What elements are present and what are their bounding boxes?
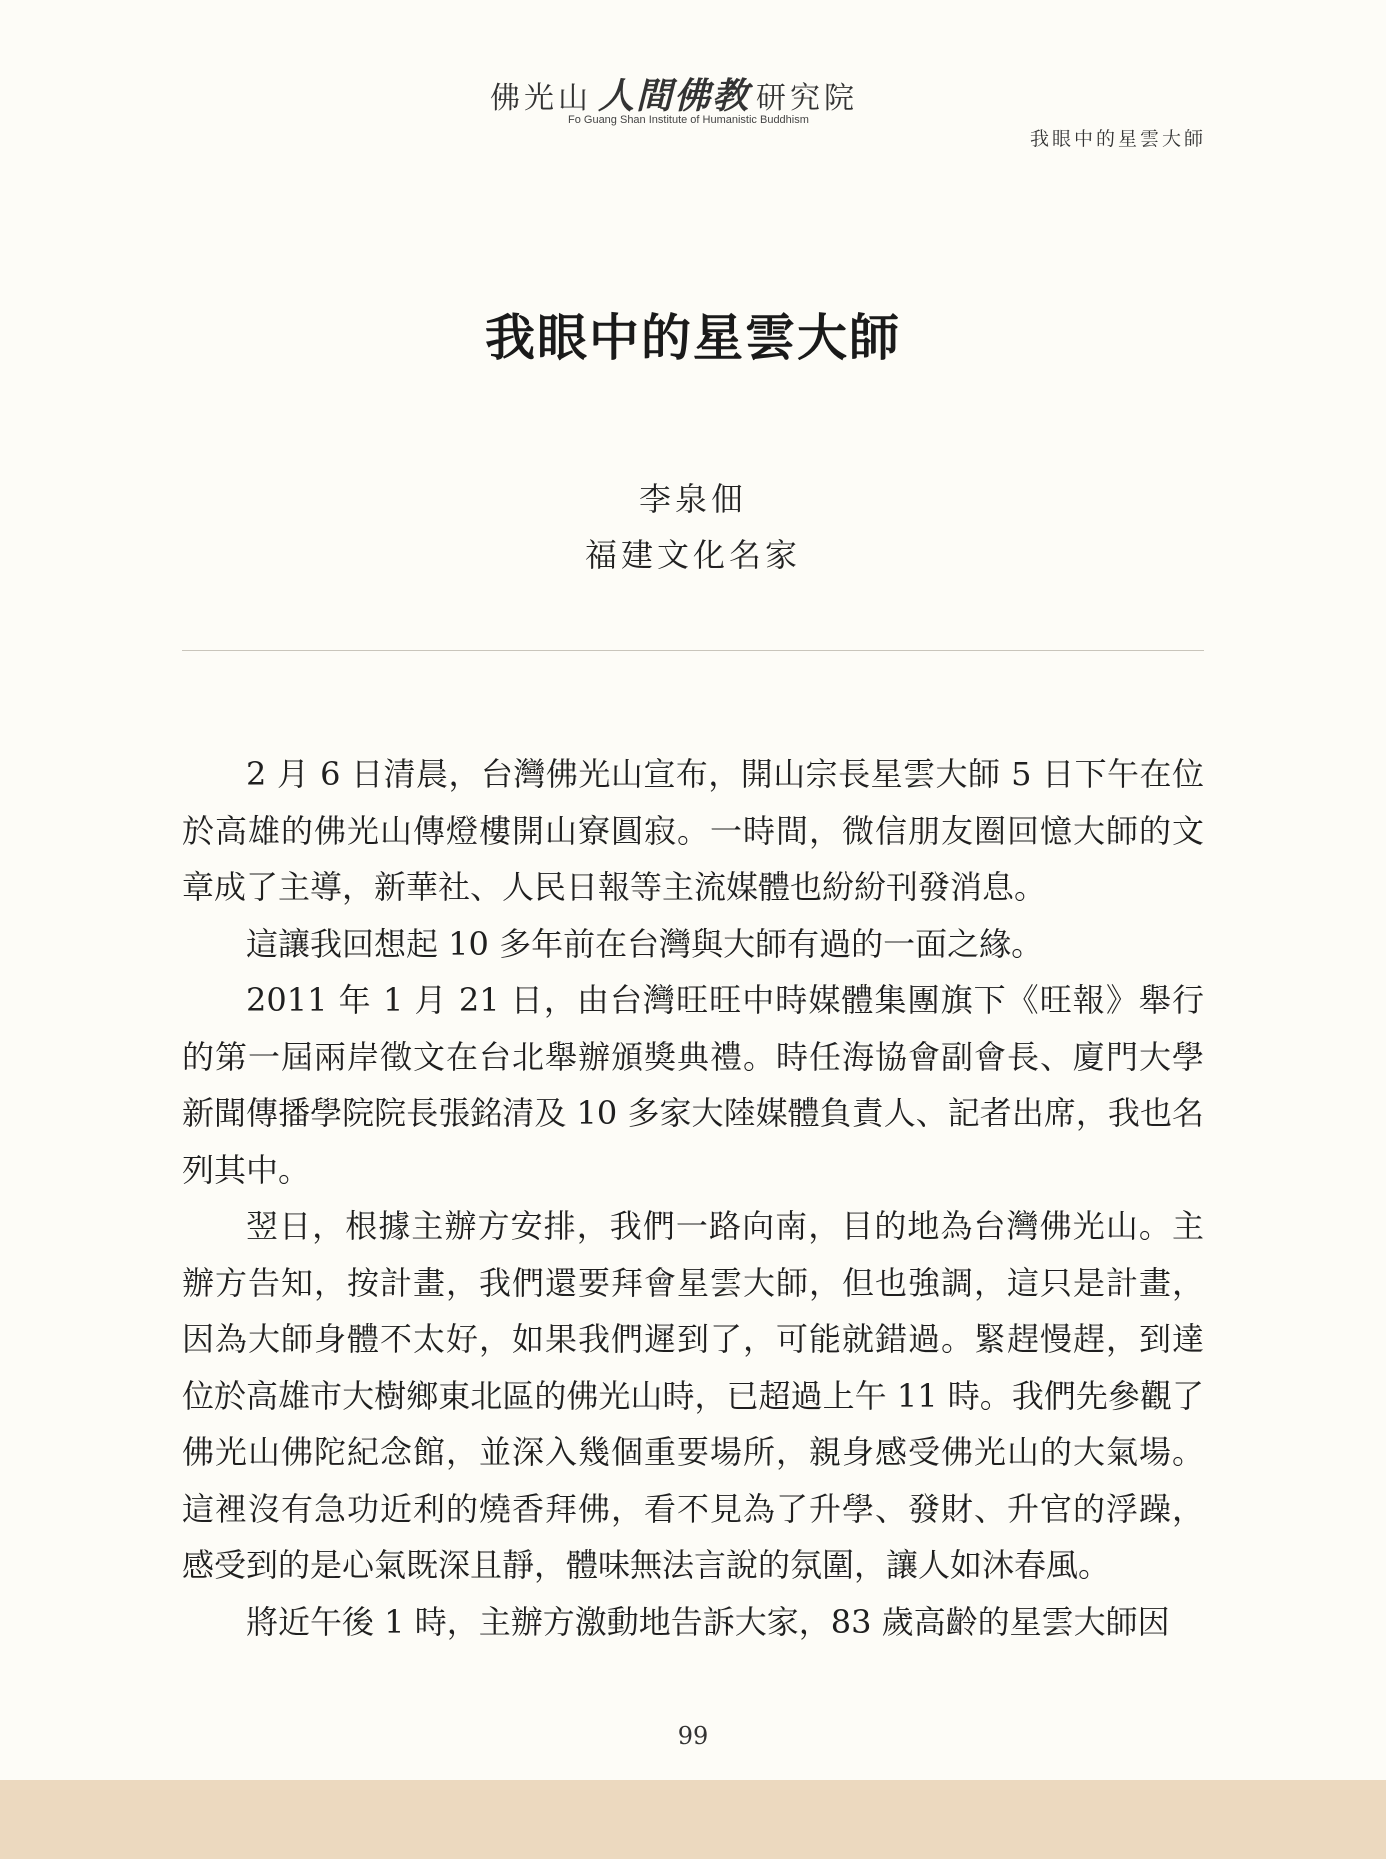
- footer-band: [0, 1780, 1386, 1859]
- institute-logo: [480, 60, 900, 130]
- page-number: 99: [677, 1722, 709, 1750]
- author-name: 李泉佃: [638, 480, 747, 518]
- article-title: 我眼中的星雲大師: [485, 308, 901, 367]
- paragraph-3: 2011 年 1 月 21 日，由台灣旺旺中時媒體集團旗下《旺報》舉行的第一屆兩岸徵文在台北舉辦頒獎典禮。時任海協會副會長、廈門大學新聞傳播學院院長張銘清及 10 多家大陸媒體負責人、記者出席，我也名列其中。: [182, 981, 1204, 1189]
- logo-text-script: 人間佛教: [598, 75, 751, 117]
- paragraph-2: 這讓我回想起 10 多年前在台灣與大師有過的一面之緣。: [246, 924, 1044, 963]
- paragraph-1: 2 月 6 日清晨，台灣佛光山宣布，開山宗長星雲大師 5 日下午在位於高雄的佛光山傳燈樓開山寮圓寂。一時間，微信朋友圈回憶大師的文章成了主導，新華社、人民日報等主流媒體也紛紛刊發消息。: [182, 755, 1204, 906]
- paragraph-4: 翌日，根據主辦方安排，我們一路向南，目的地為台灣佛光山。主辦方告知，按計畫，我們還要拜會星雲大師，但也強調，這只是計畫，因為大師身體不太好，如果我們遲到了，可能就錯過。緊趕慢趕，到達位於高雄市大樹鄉東北區的佛光山時，已超過上午 11 時。我們先參觀了佛光山佛陀紀念館，並深入幾個重要場所，親身感受佛光山的大氣場。這裡沒有急功近利的燒香拜佛，看不見為了升學、發財、升官的浮躁，感受到的是心氣既深且靜，體味無法言說的氛圍，讓人如沐春風。: [182, 1207, 1204, 1584]
- institute-logo-english: Fo Guang Shan Institute of Humanistic Buddhism: [568, 114, 809, 126]
- logo-text-left: 佛光山: [490, 81, 592, 116]
- divider: [182, 650, 1204, 651]
- logo-text-right: 研究院: [756, 81, 859, 116]
- author-title: 福建文化名家: [584, 536, 801, 574]
- running-head: 我眼中的星雲大師: [1029, 128, 1206, 150]
- paragraph-5: 將近午後 1 時，主辦方激動地告訴大家，83 歲高齡的星雲大師因: [246, 1602, 1170, 1641]
- article-body: [182, 746, 1204, 1650]
- institute-logo-chinese: [490, 68, 858, 119]
